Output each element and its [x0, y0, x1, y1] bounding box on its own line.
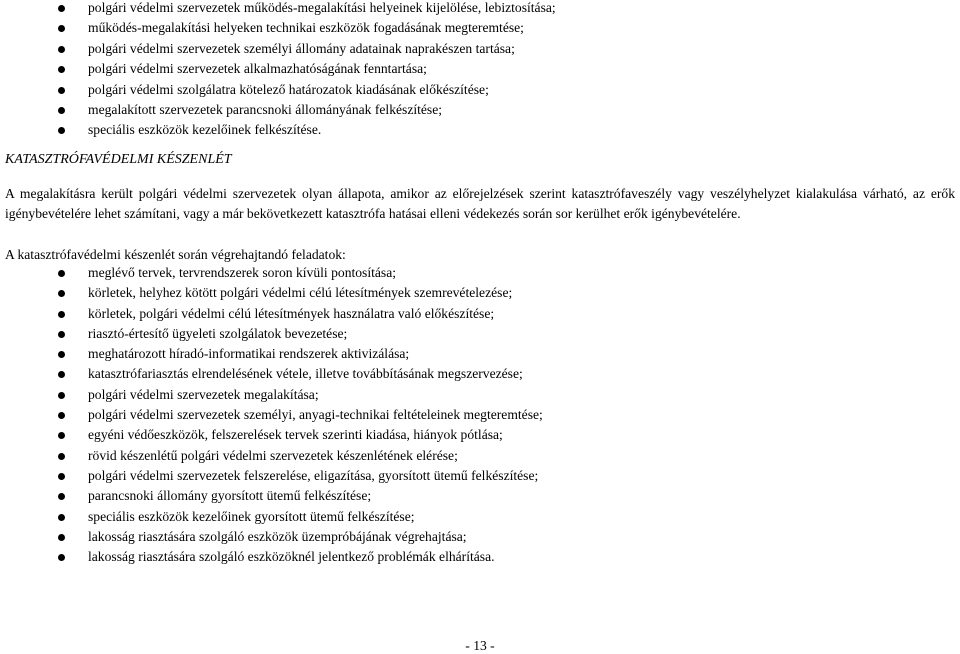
list-item [0, 425, 960, 445]
bullet-icon [58, 351, 65, 358]
bullet-icon [58, 554, 65, 561]
list-item [0, 486, 960, 506]
bullet-icon [58, 534, 65, 541]
bullet-icon [58, 270, 65, 277]
bullet-icon [58, 331, 65, 338]
list-item-text: meghatározott híradó-informatikai rendszerek aktivizálása; [88, 346, 410, 362]
list-item-text: polgári védelmi szervezetek felszerelése, eligazítása, gyorsított ütemű felkészítése; [88, 467, 539, 483]
bullet-icon [58, 514, 65, 521]
tasks-intro: A katasztrófavédelmi készenlét során végrehajtandó feladatok: [5, 247, 346, 262]
list-item-text: katasztrófariasztás elrendelésének vétele, illetve továbbításának megszervezése; [88, 366, 523, 382]
tasks-bullet-list [0, 263, 960, 567]
list-item [0, 527, 960, 547]
list-item [0, 0, 960, 18]
list-item [0, 120, 960, 140]
list-item [0, 59, 960, 79]
bullet-icon [58, 127, 65, 134]
bullet-icon [58, 5, 65, 12]
bullet-icon [58, 493, 65, 500]
list-item-text: rövid készenlétű polgári védelmi szervezetek készenlétének elérése; [88, 447, 458, 463]
list-item-text: polgári védelmi szervezetek működés-megalakítási helyeinek kijelölése, lebiztosítása; [88, 0, 556, 15]
list-item-text: speciális eszközök kezelőinek felkészítése. [88, 122, 322, 138]
list-item [0, 100, 960, 120]
bullet-icon [58, 46, 65, 53]
list-item [0, 446, 960, 466]
bullet-icon [58, 66, 65, 73]
list-item-text: parancsnoki állomány gyorsított ütemű felkészítése; [88, 488, 372, 504]
bullet-icon [58, 311, 65, 318]
section-paragraph: A megalakításra került polgári védelmi szervezetek olyan állapota, amikor az előrejelzések szerint katasztrófaveszély vagy veszélyhelyzet kialakulása várható, az erők igénybevételére lehet számítani, vagy a már bekövetkezett katasztrófa hatásai elleni védekezés során sor kerülhet erők igénybevételére. [5, 185, 955, 222]
list-item-text: körletek, helyhez kötött polgári védelmi célú létesítmények szemrevételezése; [88, 285, 513, 301]
list-item [0, 263, 960, 283]
list-item [0, 39, 960, 59]
list-item [0, 385, 960, 405]
list-item [0, 405, 960, 425]
page-number: - 13 - [465, 638, 495, 653]
list-item-text: megalakított szervezetek parancsnoki állományának felkészítése; [88, 102, 443, 118]
list-item [0, 324, 960, 344]
list-item-text: lakosság riasztására szolgáló eszközöknél jelentkező problémák elhárítása. [88, 549, 495, 565]
bullet-icon [58, 453, 65, 460]
list-item [0, 466, 960, 486]
bullet-icon [58, 290, 65, 297]
list-item [0, 283, 960, 303]
section-heading: KATASZTRÓFAVÉDELMI KÉSZENLÉT [5, 152, 232, 167]
bullet-icon [58, 25, 65, 32]
list-item [0, 344, 960, 364]
list-item [0, 547, 960, 567]
list-item [0, 18, 960, 38]
list-item-text: polgári védelmi szervezetek alkalmazhatóságának fenntartása; [88, 61, 427, 77]
list-item-text: riasztó-értesítő ügyeleti szolgálatok bevezetése; [88, 325, 348, 341]
list-item-text: működés-megalakítási helyeken technikai eszközök fogadásának megteremtése; [88, 20, 524, 36]
list-item-text: lakosság riasztására szolgáló eszközök üzempróbájának végrehajtása; [88, 528, 467, 544]
bullet-icon [58, 412, 65, 419]
list-item [0, 304, 960, 324]
list-item-text: speciális eszközök kezelőinek gyorsított ütemű felkészítése; [88, 508, 415, 524]
bullet-icon [58, 371, 65, 378]
list-item-text: polgári védelmi szervezetek személyi, anyagi-technikai feltételeinek megteremtése; [88, 407, 543, 423]
bullet-icon [58, 87, 65, 94]
list-item-text: polgári védelmi szervezetek megalakítása; [88, 386, 319, 402]
bullet-icon [58, 107, 65, 114]
list-item [0, 507, 960, 527]
list-item [0, 80, 960, 100]
bullet-icon [58, 432, 65, 439]
list-item-text: polgári védelmi szervezetek személyi állomány adatainak naprakészen tartása; [88, 40, 515, 56]
list-item-text: egyéni védőeszközök, felszerelések tervek szerinti kiadása, hiányok pótlása; [88, 427, 503, 443]
bullet-icon [58, 392, 65, 399]
list-item-text: meglévő tervek, tervrendszerek soron kívüli pontosítása; [88, 265, 397, 280]
list-item [0, 364, 960, 384]
list-item-text: polgári védelmi szolgálatra kötelező határozatok kiadásának előkészítése; [88, 81, 489, 97]
bullet-icon [58, 473, 65, 480]
top-bullet-list [0, 0, 960, 141]
list-item-text: körletek, polgári védelmi célú létesítmények használatra való előkészítése; [88, 305, 495, 321]
